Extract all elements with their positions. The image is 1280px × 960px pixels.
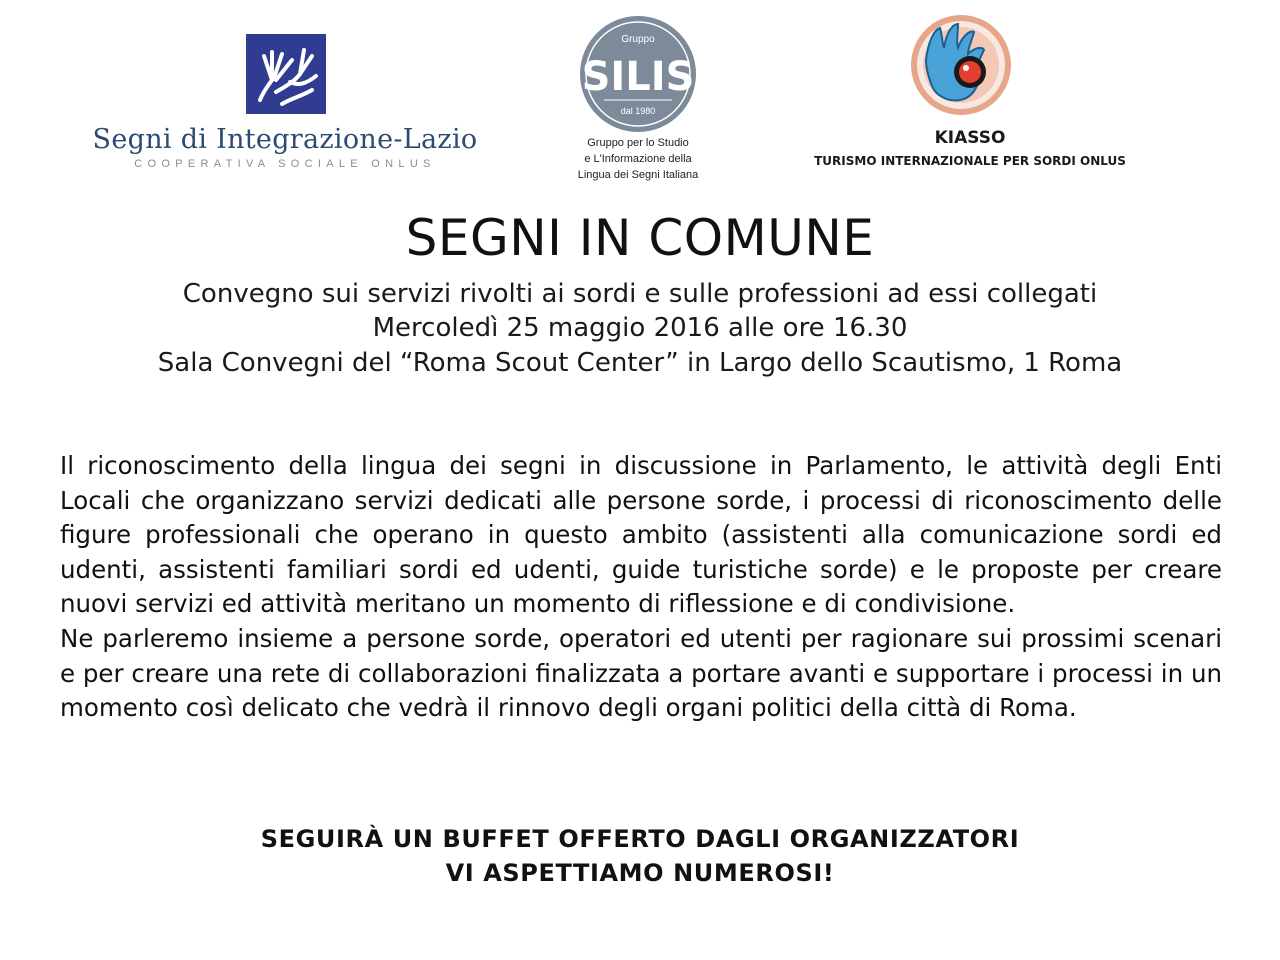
closing-notice [0,822,1280,890]
logo-kiasso [790,12,1150,177]
event-place: Sala Convegni del “Roma Scout Center” in Largo dello Scautismo, 1 Roma [157,348,1123,378]
logo-name: KIASSO [934,128,1006,148]
invitation-line: VI ASPETTIAMO NUMEROSI! [445,859,835,887]
badge-bottom: dal 1980 [620,106,656,116]
hands-icon [246,34,326,114]
caption-line: Lingua dei Segni Italiana [577,169,699,181]
event-subtitle: Convegno sui servizi rivolti ai sordi e sulle professioni ad essi collegati [182,279,1098,309]
hand-ball-icon [908,12,1014,118]
logo-name: Segni di Integrazione-Lazio [92,124,478,155]
badge-main: SILIS [581,54,695,100]
event-description [60,449,1222,726]
logo-segni-di-integrazione [70,34,500,174]
logo-silis [558,14,718,189]
caption-line: Gruppo per lo Studio [587,137,689,149]
silis-badge-icon [578,14,698,134]
caption-line: e L'Informazione della [584,153,692,165]
logo-caption [558,135,718,183]
buffet-line: SEGUIRÀ UN BUFFET OFFERTO DAGLI ORGANIZZATORI [260,825,1020,853]
logo-subtitle: COOPERATIVA SOCIALE ONLUS [134,158,436,170]
event-date: Mercoledì 25 maggio 2016 alle ore 16.30 [372,313,908,343]
event-title: SEGNI IN COMUNE [405,209,875,267]
paragraph: Ne parleremo insieme a persone sorde, operatori ed utenti per ragionare sui prossimi scenari e per creare una rete di collaborazioni finalizzata a portare avanti e supportare i processi in un momento così delicato che vedrà il rinnovo degli organi politici della città di Roma. [60,623,1222,723]
logo-subtitle: TURISMO INTERNAZIONALE PER SORDI ONLUS [814,154,1126,168]
badge-top: Gruppo [621,34,655,45]
paragraph: Il riconoscimento della lingua dei segni in discussione in Parlamento, le attività degli Enti Locali che organizzano servizi dedicati alle persone sorde, i processi di riconoscimento delle figure professionali che operano in questo ambito (assistenti alla comunicazione sordi ed udenti, assistenti familiari sordi ed udenti, guide turistiche sorde) e le proposte per creare nuovi servizi ed attività meritano un momento di riflessione e di condivisione. [60,451,1222,619]
